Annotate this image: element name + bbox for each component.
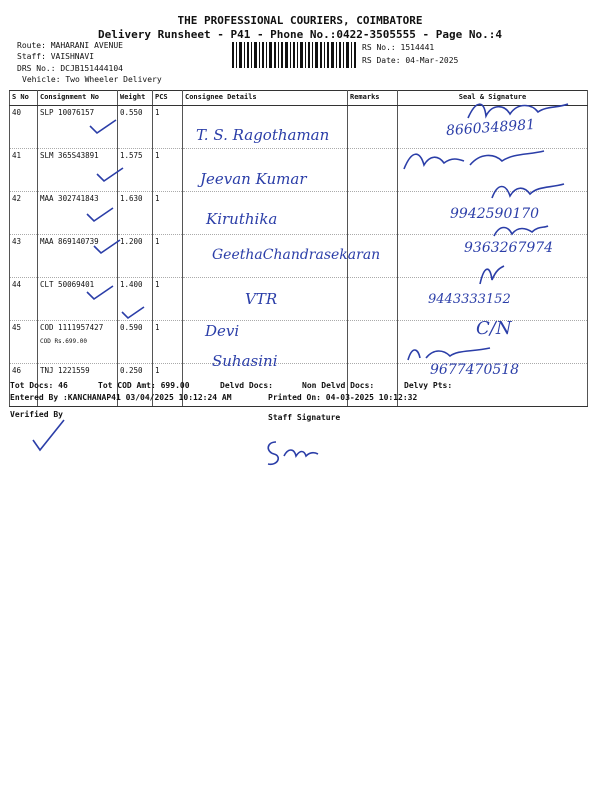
delivery-points: Delvy Pts: bbox=[404, 381, 453, 390]
cell-sno: 43 bbox=[10, 235, 38, 278]
total-cod-amount: Tot COD Amt: 699.00 bbox=[98, 381, 190, 390]
cell-pcs: 1 bbox=[153, 192, 183, 235]
checkmark-icon bbox=[95, 166, 125, 184]
consignee-name: Jeevan Kumar bbox=[200, 170, 307, 188]
barcode-image bbox=[232, 42, 358, 68]
cell-pcs: 1 bbox=[153, 106, 183, 149]
staff-label: Staff: VAISHNAVI bbox=[17, 52, 95, 61]
signature-image bbox=[490, 222, 550, 240]
cell-weight: 1.200 bbox=[118, 235, 153, 278]
consignee-name: Devi bbox=[205, 322, 240, 340]
signature-image bbox=[398, 145, 548, 175]
checkmark-icon bbox=[92, 238, 122, 256]
entered-by: Entered By :KANCHANAP41 03/04/2025 10:12:24 AM bbox=[10, 393, 232, 402]
consignment-number: COD 1111957427 bbox=[40, 323, 104, 332]
cell-remarks bbox=[348, 278, 398, 321]
checkmark-icon bbox=[30, 418, 66, 452]
col-header-remarks: Remarks bbox=[348, 91, 398, 106]
staff-signature-label: Staff Signature bbox=[268, 413, 341, 422]
cell-pcs: 1 bbox=[153, 278, 183, 321]
cell-consignment: SLM 365S43891 bbox=[38, 149, 118, 192]
route-label: Route: MAHARANI AVENUE bbox=[17, 41, 123, 50]
signature-image bbox=[404, 344, 494, 364]
consignee-name: Suhasini bbox=[212, 352, 278, 370]
consignee-name: T. S. Ragothaman bbox=[196, 126, 330, 144]
delivered-docs: Delvd Docs: bbox=[220, 381, 273, 390]
printed-on: Printed On: 04-03-2025 10:12:32 bbox=[268, 393, 418, 402]
cell-remarks bbox=[348, 106, 398, 149]
cell-sno: 41 bbox=[10, 149, 38, 192]
rs-number: RS No.: 1514441 bbox=[362, 43, 435, 52]
checkmark-icon bbox=[85, 284, 115, 302]
non-delivered-docs: Non Delvd Docs: bbox=[302, 381, 375, 390]
verified-by-label: Verified By bbox=[10, 410, 63, 419]
cod-amount: COD Rs.699.00 bbox=[40, 338, 87, 345]
phone-number: 9942590170 bbox=[450, 206, 540, 222]
vehicle-label: Vehicle: Two Wheeler Delivery bbox=[22, 75, 162, 84]
cell-weight: 0.250 bbox=[118, 364, 153, 407]
checkmark-icon bbox=[120, 305, 146, 321]
cell-sno: 44 bbox=[10, 278, 38, 321]
signature-image bbox=[476, 262, 506, 288]
cell-weight: 1.630 bbox=[118, 192, 153, 235]
cell-remarks bbox=[348, 149, 398, 192]
cell-sno: 42 bbox=[10, 192, 38, 235]
cell-consignment: TNJ 1221559 bbox=[38, 364, 118, 407]
consignee-name: VTR bbox=[245, 290, 278, 308]
cell-pcs: 1 bbox=[153, 364, 183, 407]
rs-date: RS Date: 04-Mar-2025 bbox=[362, 56, 459, 65]
cell-sno: 46 bbox=[10, 364, 38, 407]
cell-pcs: 1 bbox=[153, 235, 183, 278]
consignee-name: Kiruthika bbox=[206, 210, 278, 228]
signature-image bbox=[488, 180, 568, 202]
staff-signature-image bbox=[262, 434, 322, 468]
cell-weight: 1.575 bbox=[118, 149, 153, 192]
col-header-sno: S No bbox=[10, 91, 38, 106]
drs-label: DRS No.: DCJB151444104 bbox=[17, 64, 123, 73]
col-header-pcs: PCS bbox=[153, 91, 183, 106]
cell-sno: 40 bbox=[10, 106, 38, 149]
cell-remarks bbox=[348, 321, 398, 364]
cell-pcs: 1 bbox=[153, 149, 183, 192]
cell-sno: 45 bbox=[10, 321, 38, 364]
col-header-consignee: Consignee Details bbox=[183, 91, 348, 106]
cell-consignment: SLP 10076157 bbox=[38, 106, 118, 149]
cell-consignment: MAA 869140739 bbox=[38, 235, 118, 278]
total-docs: Tot Docs: 46 bbox=[10, 381, 68, 390]
checkmark-icon bbox=[85, 206, 115, 224]
company-title: THE PROFESSIONAL COURIERS, COIMBATORE bbox=[177, 14, 423, 27]
consignee-name: GeethaChandrasekaran bbox=[212, 247, 381, 263]
runsheet-subtitle: Delivery Runsheet - P41 - Phone No.:0422-3505555 - Page No.:4 bbox=[98, 28, 502, 41]
cell-remarks bbox=[348, 192, 398, 235]
phone-number: 9363267974 bbox=[464, 240, 554, 256]
phone-number: 8660348981 bbox=[445, 116, 536, 140]
col-header-seal: Seal & Signature bbox=[398, 91, 588, 106]
cell-consignment bbox=[38, 321, 118, 364]
checkmark-icon bbox=[88, 118, 118, 136]
cell-weight: 1.400 bbox=[118, 278, 153, 321]
cell-pcs: 1 bbox=[153, 321, 183, 364]
cell-weight: 0.550 bbox=[118, 106, 153, 149]
cn-mark: C/N bbox=[476, 318, 512, 339]
cell-weight: 0.590 bbox=[118, 321, 153, 364]
cell-consignment: CLT 50069401 bbox=[38, 278, 118, 321]
phone-number: 9677470518 bbox=[430, 362, 520, 378]
col-header-weight: Weight bbox=[118, 91, 153, 106]
col-header-consignment: Consignment No bbox=[38, 91, 118, 106]
cell-consignment: MAA 302741843 bbox=[38, 192, 118, 235]
phone-number: 9443333152 bbox=[428, 292, 511, 307]
